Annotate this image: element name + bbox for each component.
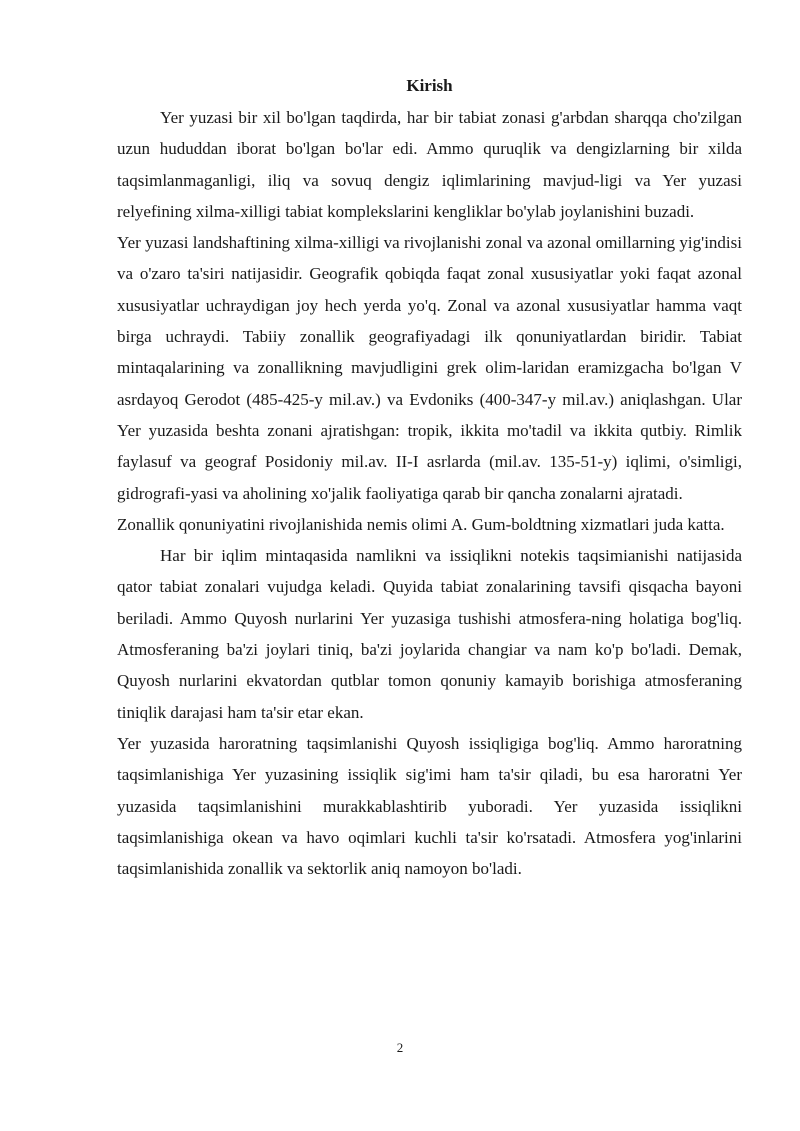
paragraph-climate-zones: Har bir iqlim mintaqasida namlikni va issiqlikni notekis taqsimianishi natijasida qator tabiat zonalari vujudga keladi. Quyida tabiat zonalarining tavsifi qisqacha bayoni beriladi. Ammo Quyosh nurlarini Yer yuzasiga tushishi atmosfera-ning holatiga bog'liq. Atmosferaning ba'zi joylari tiniq, ba'zi joylarida changiar va nam ko'p bo'ladi. Demak, Quyosh nurlarini ekvatordan qutblar tomon qonuniy kamayib borishiga atmosferaning tiniqlik darajasi ham ta'sir etar ekan. [117, 546, 742, 722]
section-title: Kirish [406, 76, 453, 95]
document-page [117, 74, 742, 884]
paragraph-intro: Yer yuzasi bir xil bo'lgan taqdirda, har bir tabiat zonasi g'arbdan sharqqa cho'zilgan uzun hududdan iborat bo'lgan bo'lar edi. Ammo quruqlik va dengizlarning bir xilda taqsimlanmaganligi, iliq va sovuq dengiz iqlimlarining mavjud-ligi va Yer yuzasi relyefining xilma-xilligi tabiat komplekslarini kengliklar bo'ylab joylanishini buzadi. [117, 108, 742, 221]
paragraph-landscape: Yer yuzasi landshaftining xilma-xilligi va rivojlanishi zonal va azonal omillarning yig'indisi va o'zaro ta'siri natijasidir. Geografik qobiqda faqat zonal xususiyatlar yoki faqat azonal xususiyatlar uchraydigan joy hech yerda yo'q. Zonal va azonal xususiyatlar hamma vaqt birga uchraydi. Tabiiy zonallik geografiyadagi ilk qonuniyatlardan biridir. Tabiat mintaqalarining va zonallikning mavjudligini grek olim-laridan eramizgacha bo'lgan V asrdayoq Gerodot (485-425-y mil.av.) va Evdoniks (400-347-y mil.av.) aniqlashgan. Ular Yer yuzasida beshta zonani ajratishgan: tropik, ikkita mo'tadil va ikkita qutbiy. Rimlik faylasuf va geograf Posidoniy mil.av. II-I asrlarda (mil.av. 135-51-y) iqlimi, o'simligi, gidrografi-yasi va aholining xo'jalik faoliyatiga qarab bir qancha zonalarni ajratadi. [117, 233, 742, 503]
paragraph-humboldt: Zonallik qonuniyatini rivojlanishida nemis olimi A. Gum-boldtning xizmatlari juda katta. [117, 514, 725, 534]
page-number: 2 [396, 1040, 404, 1055]
paragraph-temperature: Yer yuzasida haroratning taqsimlanishi Quyosh issiqligiga bog'liq. Ammo haroratning taqsimlanishiga Yer yuzasining issiqlik sig'imi ham ta'sir qiladi, bu esa haroratni Yer yuzasida taqsimlanishini murakkablashtirib yuboradi. Yer yuzasida issiqlikni taqsimlanishiga okean va havo oqimlari kuchli ta'sir ko'rsatadi. Atmosfera yog'inlarini taqsimlanishida zonallik va sektorlik aniq namoyon bo'ladi. [117, 733, 742, 879]
